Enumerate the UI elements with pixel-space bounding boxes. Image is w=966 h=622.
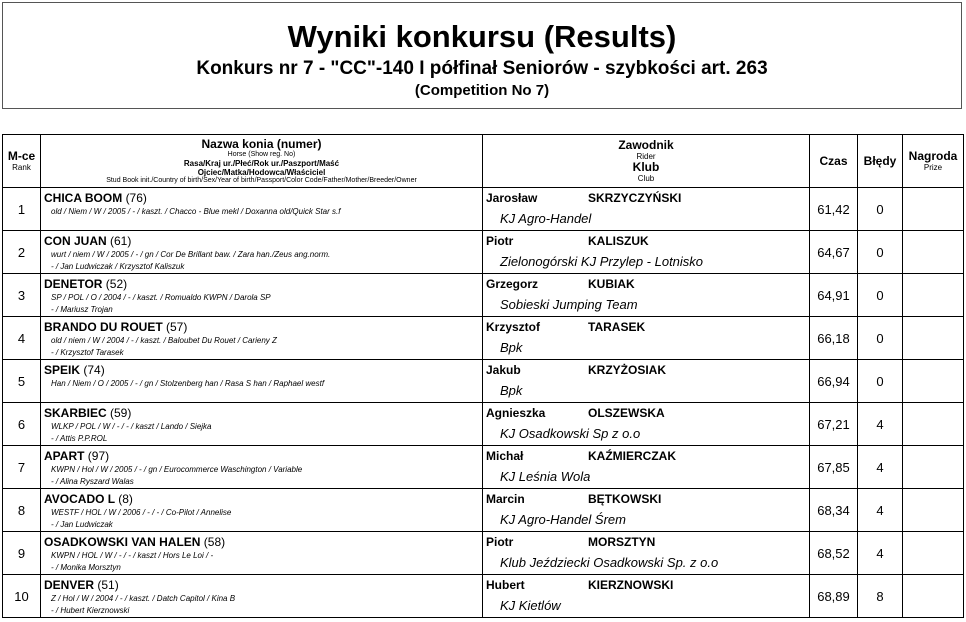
rider-cell bbox=[483, 317, 810, 360]
time-cell: 66,94 bbox=[810, 360, 858, 403]
rider-cell bbox=[483, 231, 810, 274]
faults-cell: 0 bbox=[858, 274, 903, 317]
horse-owner: - / Alina Ryszard Walas bbox=[51, 477, 134, 486]
horse-number: (58) bbox=[203, 535, 226, 549]
rider-last-name: BĘTKOWSKI bbox=[588, 492, 662, 506]
rank-cell: 3 bbox=[3, 274, 41, 317]
rider-cell bbox=[483, 446, 810, 489]
club-name: KJ Leśnia Wola bbox=[500, 469, 591, 484]
time-cell: 67,21 bbox=[810, 403, 858, 446]
table-row bbox=[3, 575, 964, 618]
results-header bbox=[2, 2, 962, 109]
prize-cell bbox=[903, 532, 964, 575]
rider-first-name: Marcin bbox=[486, 492, 525, 506]
club-name: KJ Kietlów bbox=[500, 598, 561, 613]
rider-cell bbox=[483, 274, 810, 317]
faults-cell: 0 bbox=[858, 231, 903, 274]
horse-name: SKARBIEC bbox=[44, 406, 107, 420]
rider-first-name: Hubert bbox=[486, 578, 525, 592]
club-name: KJ Agro-Handel bbox=[500, 211, 592, 226]
horse-number: (76) bbox=[125, 191, 147, 205]
horse-column-header: Nazwa konia (numer) Horse (Show reg. No) Rasa/Kraj ur./Płeć/Rok ur./Paszport/Maść Ojciec/Matka/Hodowca/Właściciel Stud Book init./Country of birth/Sex/Year of birth/Passport/Color Code/Father/Mother/Breeder/Owner bbox=[41, 135, 483, 188]
rider-first-name: Krzysztof bbox=[486, 320, 541, 334]
horse-owner: - / Monika Morsztyn bbox=[51, 563, 121, 572]
time-cell: 68,34 bbox=[810, 489, 858, 532]
horse-number: (8) bbox=[118, 492, 133, 506]
time-column-header: Czas bbox=[810, 135, 858, 188]
table-row bbox=[3, 489, 964, 532]
faults-column-header: Błędy bbox=[858, 135, 903, 188]
horse-name: APART bbox=[44, 449, 85, 463]
faults-cell: 4 bbox=[858, 446, 903, 489]
club-name: Bpk bbox=[500, 383, 523, 398]
rider-cell bbox=[483, 532, 810, 575]
rider-cell bbox=[483, 360, 810, 403]
horse-number: (97) bbox=[87, 449, 110, 463]
horse-cell bbox=[41, 317, 483, 360]
horse-name: BRANDO DU ROUET bbox=[44, 320, 163, 334]
table-row bbox=[3, 532, 964, 575]
time-cell: 68,89 bbox=[810, 575, 858, 618]
club-name: Bpk bbox=[500, 340, 523, 355]
rider-first-name: Piotr bbox=[486, 234, 514, 248]
horse-pedigree: KWPN / Hol / W / 2005 / - / gn / Eurocommerce Waschington / Variable bbox=[51, 465, 303, 474]
prize-cell bbox=[903, 446, 964, 489]
horse-cell bbox=[41, 532, 483, 575]
table-row bbox=[3, 231, 964, 274]
rank-cell: 6 bbox=[3, 403, 41, 446]
horse-name: CON JUAN bbox=[44, 234, 107, 248]
rider-last-name: KUBIAK bbox=[588, 277, 635, 291]
rider-last-name: SKRZYCZYŃSKI bbox=[588, 191, 682, 205]
rider-first-name: Jarosław bbox=[486, 191, 538, 205]
rank-cell: 8 bbox=[3, 489, 41, 532]
prize-cell bbox=[903, 489, 964, 532]
rider-column-header: Zawodnik Rider Klub Club bbox=[483, 135, 810, 188]
rider-last-name: KIERZNOWSKI bbox=[588, 578, 674, 592]
club-name: Zielonogórski KJ Przylep - Lotnisko bbox=[500, 254, 704, 269]
prize-cell bbox=[903, 231, 964, 274]
horse-pedigree: KWPN / HOL / W / - / - / kaszt / Hors Le Loi / - bbox=[51, 551, 214, 560]
rider-last-name: KALISZUK bbox=[588, 234, 649, 248]
horse-pedigree: Han / Niem / O / 2005 / - / gn / Stolzenberg han / Rasa S han / Raphael westf bbox=[51, 379, 325, 388]
rider-cell bbox=[483, 575, 810, 618]
results-table bbox=[2, 134, 964, 618]
horse-name: OSADKOWSKI VAN HALEN bbox=[44, 535, 201, 549]
horse-owner: - / Jan Ludwiczak / Krzysztof Kaliszuk bbox=[51, 262, 185, 271]
horse-pedigree: SP / POL / O / 2004 / - / kaszt. / Romualdo KWPN / Darola SP bbox=[51, 293, 271, 302]
horse-number: (51) bbox=[97, 578, 119, 592]
table-row bbox=[3, 188, 964, 231]
horse-number: (74) bbox=[83, 363, 105, 377]
rank-cell: 9 bbox=[3, 532, 41, 575]
competition-subtitle: Konkurs nr 7 - "CC"-140 I półfinał Seniorów - szybkości art. 263 bbox=[196, 58, 768, 79]
horse-owner: - / Jan Ludwiczak bbox=[51, 520, 113, 529]
table-row bbox=[3, 403, 964, 446]
rider-first-name: Grzegorz bbox=[486, 277, 539, 291]
rank-cell: 4 bbox=[3, 317, 41, 360]
table-header-row bbox=[3, 135, 964, 188]
horse-cell bbox=[41, 489, 483, 532]
horse-name: DENVER bbox=[44, 578, 95, 592]
horse-cell bbox=[41, 360, 483, 403]
faults-cell: 0 bbox=[858, 317, 903, 360]
prize-cell bbox=[903, 188, 964, 231]
horse-pedigree: WLKP / POL / W / - / - / kaszt / Lando / Siejka bbox=[51, 422, 212, 431]
time-cell: 61,42 bbox=[810, 188, 858, 231]
faults-cell: 8 bbox=[858, 575, 903, 618]
rider-first-name: Piotr bbox=[486, 535, 514, 549]
horse-owner: - / Attis P.P.ROL bbox=[51, 434, 108, 443]
time-cell: 64,67 bbox=[810, 231, 858, 274]
page-title: Wyniki konkursu (Results) bbox=[287, 19, 677, 54]
rank-cell: 10 bbox=[3, 575, 41, 618]
horse-pedigree: old / niem / W / 2004 / - / kaszt. / Baloubet Du Rouet / Carieny Z bbox=[51, 336, 277, 345]
rank-cell: 1 bbox=[3, 188, 41, 231]
horse-cell bbox=[41, 274, 483, 317]
table-row bbox=[3, 446, 964, 489]
prize-cell bbox=[903, 317, 964, 360]
horse-number: (61) bbox=[110, 234, 132, 248]
rider-first-name: Agnieszka bbox=[486, 406, 546, 420]
rank-cell: 7 bbox=[3, 446, 41, 489]
horse-owner: - / Hubert Kierznowski bbox=[51, 606, 130, 615]
prize-cell bbox=[903, 274, 964, 317]
horse-cell bbox=[41, 188, 483, 231]
table-row bbox=[3, 274, 964, 317]
rider-last-name: KAŹMIERCZAK bbox=[588, 449, 676, 463]
faults-cell: 4 bbox=[858, 403, 903, 446]
horse-name: CHICA BOOM bbox=[44, 191, 123, 205]
horse-name: SPEIK bbox=[44, 363, 81, 377]
time-cell: 68,52 bbox=[810, 532, 858, 575]
faults-cell: 0 bbox=[858, 188, 903, 231]
rider-cell bbox=[483, 188, 810, 231]
horse-number: (57) bbox=[166, 320, 188, 334]
prize-cell bbox=[903, 360, 964, 403]
rider-first-name: Jakub bbox=[486, 363, 521, 377]
rider-last-name: OLSZEWSKA bbox=[588, 406, 665, 420]
rank-column-header: M-ce Rank bbox=[3, 135, 41, 188]
horse-cell bbox=[41, 403, 483, 446]
faults-cell: 0 bbox=[858, 360, 903, 403]
club-name: Sobieski Jumping Team bbox=[500, 297, 638, 312]
time-cell: 67,85 bbox=[810, 446, 858, 489]
horse-cell bbox=[41, 575, 483, 618]
horse-pedigree: WESTF / HOL / W / 2006 / - / - / Co-Pilot / Annelise bbox=[51, 508, 232, 517]
prize-cell bbox=[903, 575, 964, 618]
club-name: Klub Jeździecki Osadkowski Sp. z o.o bbox=[500, 555, 719, 570]
rank-cell: 2 bbox=[3, 231, 41, 274]
rank-cell: 5 bbox=[3, 360, 41, 403]
horse-number: (52) bbox=[105, 277, 128, 291]
prize-column-header: Nagroda Prize bbox=[903, 135, 964, 188]
table-row bbox=[3, 317, 964, 360]
time-cell: 64,91 bbox=[810, 274, 858, 317]
horse-number: (59) bbox=[110, 406, 132, 420]
horse-pedigree: wurt / niem / W / 2005 / - / gn / Cor De Brillant baw. / Zara han./Zeus ang.norm. bbox=[51, 250, 331, 259]
horse-cell bbox=[41, 231, 483, 274]
prize-cell bbox=[903, 403, 964, 446]
horse-name: AVOCADO L bbox=[44, 492, 115, 506]
rider-cell bbox=[483, 403, 810, 446]
horse-owner: - / Krzysztof Tarasek bbox=[51, 348, 124, 357]
club-name: KJ Agro-Handel Śrem bbox=[500, 512, 626, 527]
rider-last-name: TARASEK bbox=[588, 320, 646, 334]
rider-cell bbox=[483, 489, 810, 532]
horse-owner: - / Mariusz Trojan bbox=[51, 305, 113, 314]
horse-cell bbox=[41, 446, 483, 489]
rider-last-name: MORSZTYN bbox=[588, 535, 656, 549]
horse-name: DENETOR bbox=[44, 277, 103, 291]
faults-cell: 4 bbox=[858, 489, 903, 532]
rider-last-name: KRZYŻOSIAK bbox=[588, 363, 666, 377]
faults-cell: 4 bbox=[858, 532, 903, 575]
horse-pedigree: Z / Hol / W / 2004 / - / kaszt. / Datch Capitol / Kina B bbox=[51, 594, 236, 603]
rider-first-name: Michał bbox=[486, 449, 524, 463]
table-row bbox=[3, 360, 964, 403]
club-name: KJ Osadkowski Sp z o.o bbox=[500, 426, 641, 441]
horse-pedigree: old / Niem / W / 2005 / - / kaszt. / Chacco - Blue mekl / Doxanna old/Quick Star s.f bbox=[51, 207, 341, 216]
competition-number: (Competition No 7) bbox=[414, 82, 550, 99]
time-cell: 66,18 bbox=[810, 317, 858, 360]
